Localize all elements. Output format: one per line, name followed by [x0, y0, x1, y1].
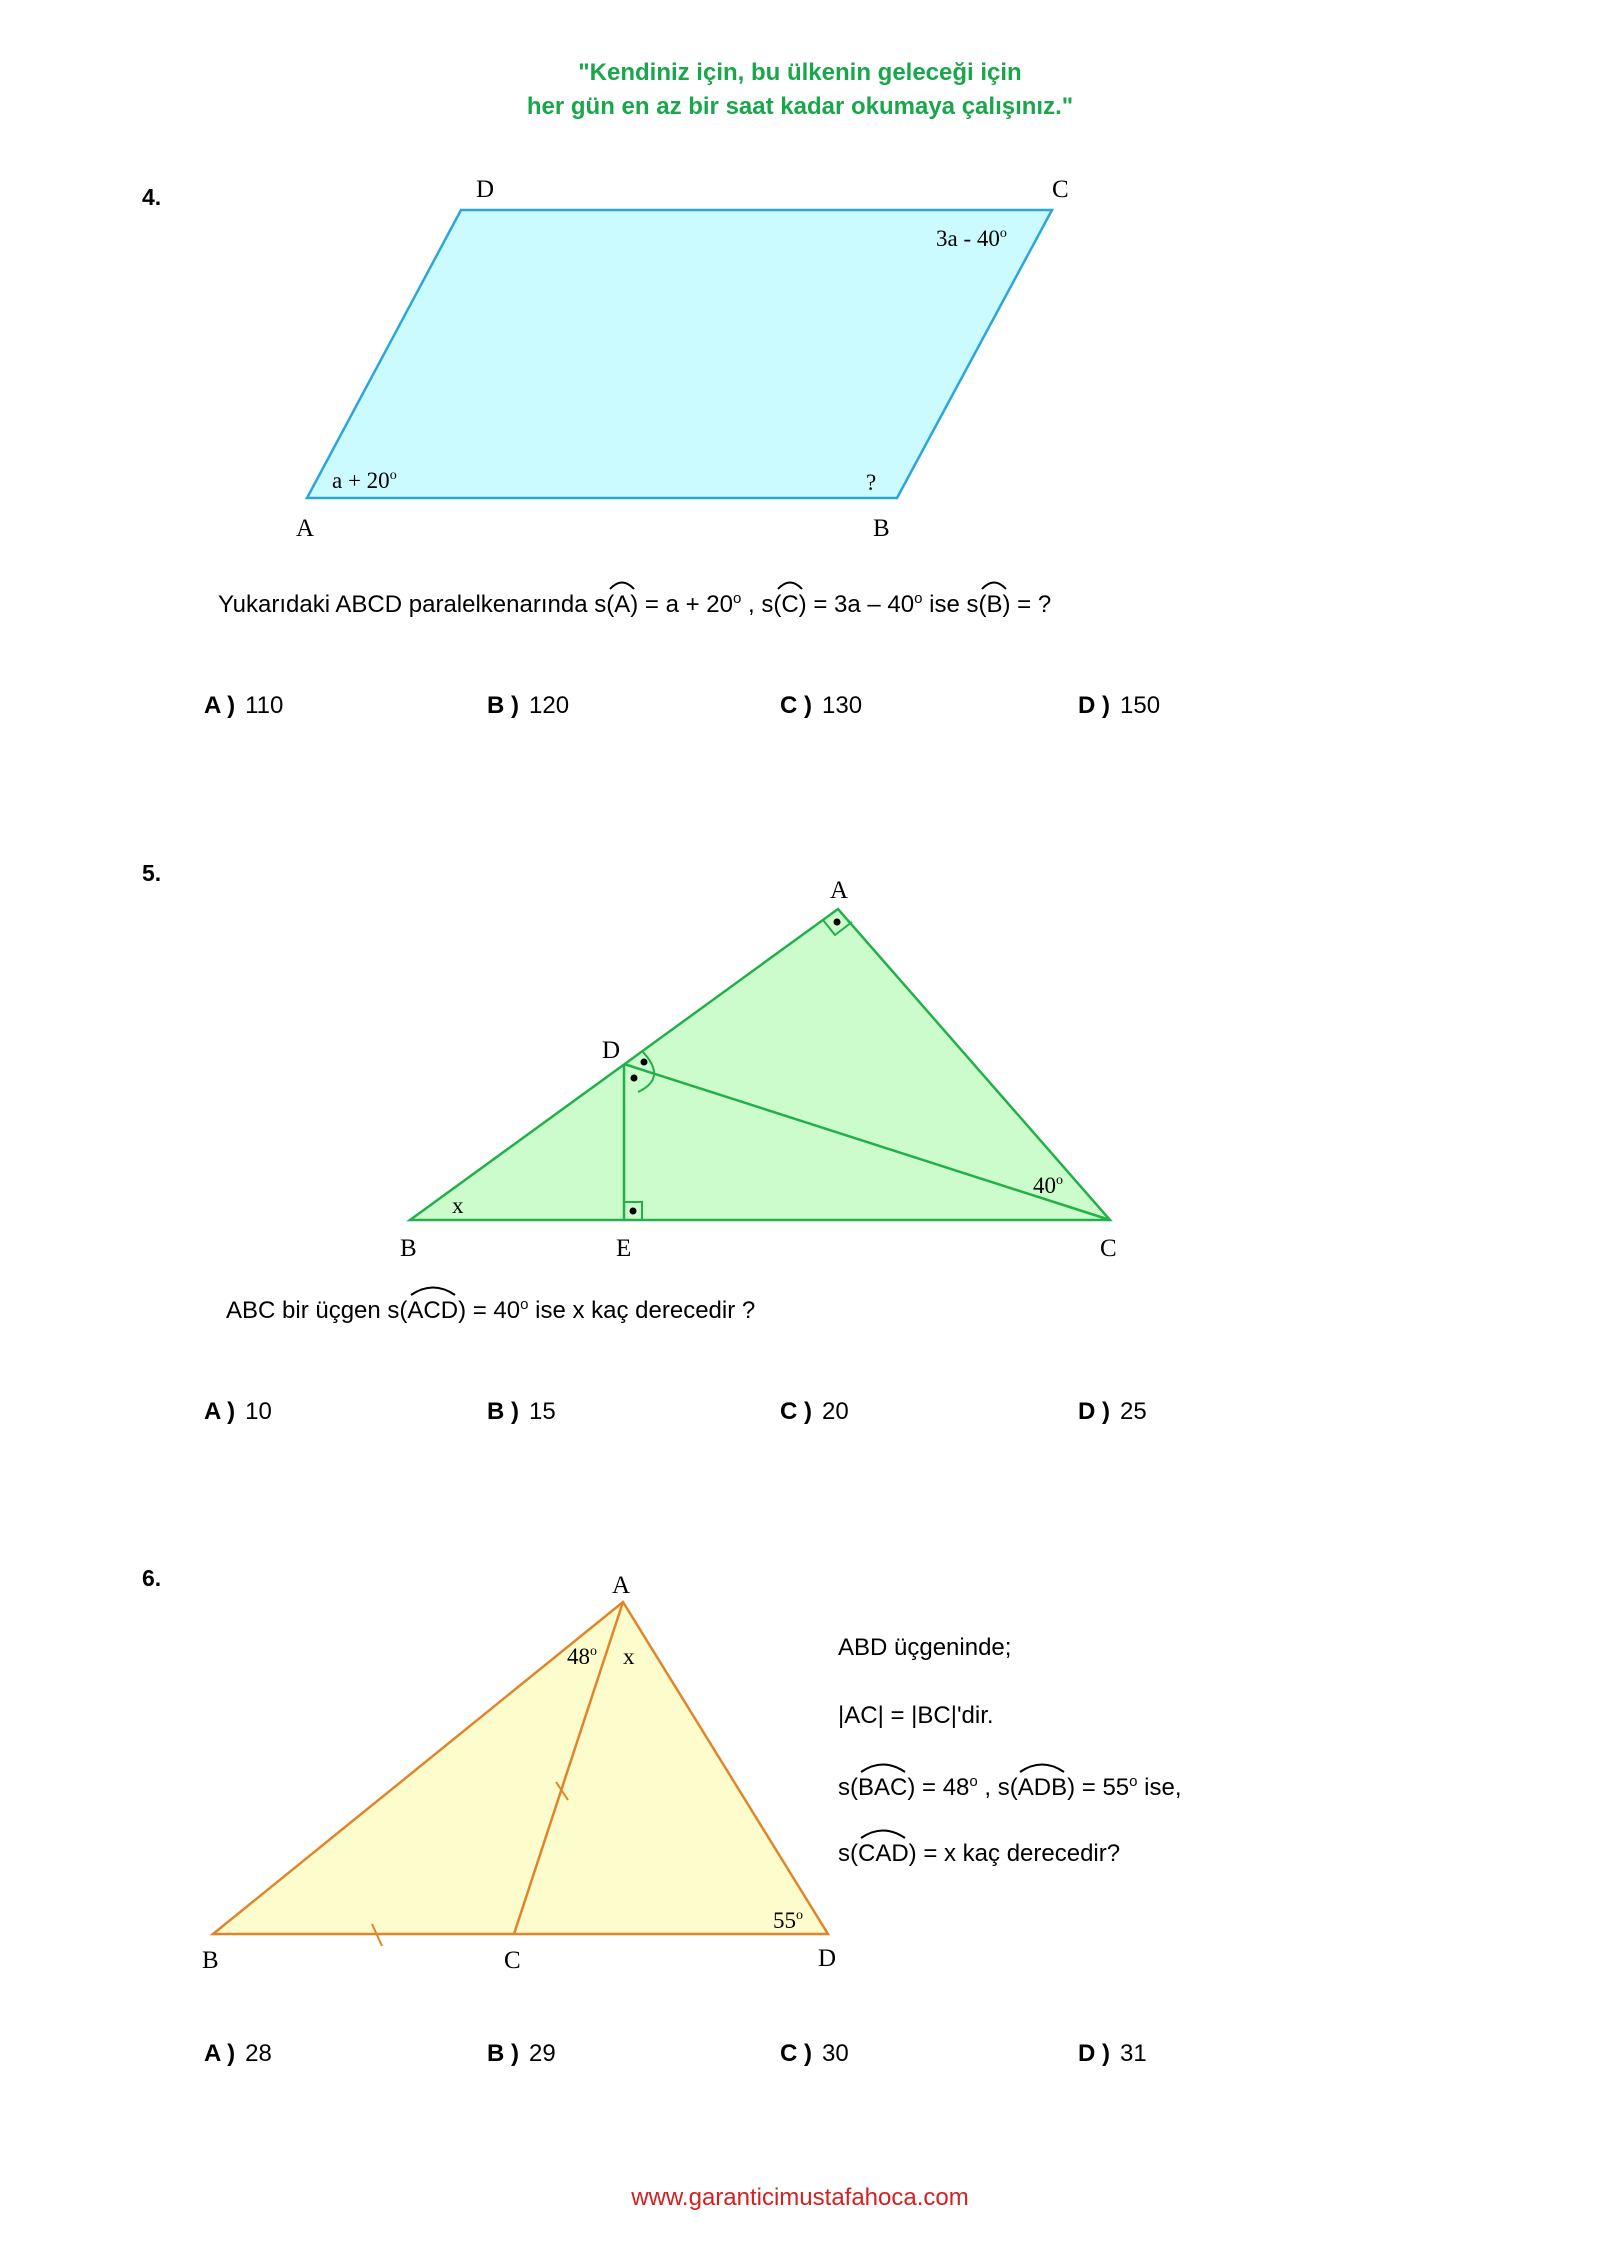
q4-angle-c-label: 3a - 40$^o$ [936, 226, 1007, 251]
q5-angle-c-label: 40$^o$ [1033, 1173, 1063, 1198]
q6-label-b: B [202, 1947, 219, 1974]
arc-icon [1018, 1761, 1066, 1773]
q6-option-a[interactable]: A ) 28 [204, 2040, 272, 2067]
q5-label-a: A [830, 877, 849, 904]
q4-option-c[interactable]: C ) 130 [780, 692, 863, 719]
q5-label-e: E [616, 1235, 632, 1262]
quote-line-2: her gün en az bir saat kadar okumaya çalışınız." [526, 93, 1074, 120]
q6-line-1: ABD üçgeninde; [838, 1634, 1012, 1661]
q5-option-c[interactable]: C ) 20 [780, 1398, 849, 1425]
q4-label-d: D [476, 176, 495, 203]
q6-label-d: D [818, 1945, 837, 1972]
arc-icon [859, 1761, 907, 1773]
q4-option-a[interactable]: A ) 110 [204, 692, 284, 719]
q4-angle-b-label: ? [866, 470, 877, 495]
quote-line-1: "Kendiniz için, bu ülkenin geleceği için [578, 59, 1022, 86]
q6-option-c[interactable]: C ) 30 [780, 2040, 849, 2067]
q4-label-b: B [873, 515, 890, 542]
q6-line-4: s( CAD) = x kaç derecedir? [838, 1840, 1120, 1868]
q4-angle-a-label: $a + 20^o$ [332, 468, 397, 493]
q6-label-a: A [612, 1572, 631, 1599]
q5-option-b[interactable]: B ) 15 [487, 1398, 556, 1425]
q5-option-d[interactable]: D ) 25 [1078, 1398, 1147, 1425]
q6-line-2: |AC| = |BC|'dir. [838, 1702, 994, 1729]
q6-angle-48-label: 48$^o$ [567, 1644, 597, 1669]
q4-label-a: A [296, 515, 315, 542]
q4-label-c: C [1052, 176, 1069, 203]
q6-label-c: C [504, 1947, 521, 1974]
q6-angle-x-label: x [623, 1644, 635, 1669]
triangle-abd [213, 1602, 828, 1934]
q4-option-b[interactable]: B ) 120 [487, 692, 570, 719]
q4-option-d[interactable]: D ) 150 [1078, 692, 1161, 719]
q5-angle-x-label: x [452, 1193, 464, 1218]
question-4-text: Yukarıdaki ABCD paralelkenarında s( $A) = a + 20^o$ , s( C) = 3a – 40$^o$ ise s( B) = ? [218, 590, 1051, 619]
q5-option-a[interactable]: A ) 10 [204, 1398, 272, 1425]
q5-label-c: C [1100, 1235, 1117, 1262]
question-5-text: ABC bir üçgen s( $ACD) = 40^o$ ise x kaç derecedir ? [226, 1296, 755, 1325]
q5-label-b: B [400, 1235, 417, 1262]
footer-website-link[interactable]: www.garanticimustafahoca.com [631, 2184, 969, 2211]
q5-label-d: D [602, 1037, 621, 1064]
question-4-number: 4. [142, 184, 162, 210]
q6-option-b[interactable]: B ) 29 [487, 2040, 556, 2067]
question-6-number: 6. [142, 1565, 162, 1591]
question-5-number: 5. [142, 860, 162, 886]
arc-icon [859, 1827, 907, 1839]
q6-line-3: s( $BAC) = 48^o$ , s( $ADB) = 55^o$ ise, [838, 1773, 1182, 1802]
q6-angle-55-label: 55$^o$ [773, 1908, 803, 1933]
q6-option-d[interactable]: D ) 31 [1078, 2040, 1147, 2067]
